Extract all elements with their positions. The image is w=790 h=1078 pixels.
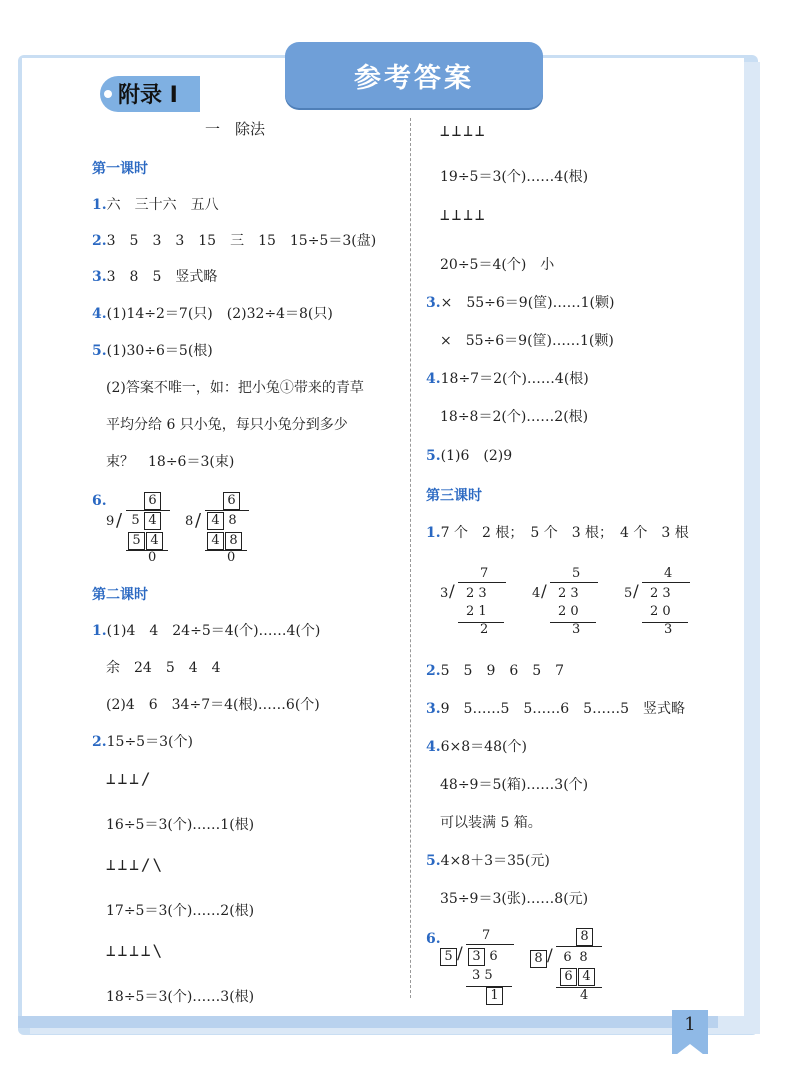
answer-3-2 xyxy=(426,662,564,680)
remainder: 3 xyxy=(664,622,673,637)
answer-number: 5. xyxy=(426,448,441,464)
product-box: 4 xyxy=(146,532,163,550)
sticks-diagram-4: ⊥⊥⊥⊥ xyxy=(440,121,487,140)
long-division-d xyxy=(532,566,607,638)
dividend: 2 3 xyxy=(558,586,579,601)
dividend-digit: 5 xyxy=(131,513,140,528)
answer-3-3 xyxy=(426,700,685,718)
answer-number: 2. xyxy=(92,734,107,750)
appendix-dot-icon xyxy=(104,90,112,98)
lesson-1-heading: 第一课时 xyxy=(92,161,148,177)
dividend-digit: 8 xyxy=(228,513,237,528)
answer-3-4b: 48÷9＝5(箱)……3(个) xyxy=(440,777,589,793)
division-bracket: / xyxy=(633,582,639,602)
answer-1-3 xyxy=(92,268,217,286)
quotient-box: 6 xyxy=(223,492,240,510)
answer-2-2b: 16÷5＝3(个)……1(根) xyxy=(106,817,255,833)
answer-1-5b: (2)答案不唯一，如：把小兔①带来的青草 xyxy=(106,380,364,396)
lesson-3-heading: 第三课时 xyxy=(426,488,482,504)
answer-3-1 xyxy=(426,524,689,542)
sticks-diagram-1: ⊥⊥⊥/ xyxy=(106,769,153,788)
divisor: 5 xyxy=(624,586,633,601)
division-bar xyxy=(126,510,170,511)
product: 2 1 xyxy=(466,604,487,619)
lesson-2-heading: 第二课时 xyxy=(92,587,148,603)
answer-r-1: 19÷5＝3(个)……4(根) xyxy=(440,169,589,185)
division-bar xyxy=(205,510,249,511)
answer-text: (1)30÷6＝5(根) xyxy=(106,343,213,359)
sticks-diagram-3: ⊥⊥⊥⊥\ xyxy=(106,941,165,960)
divisor: 9 xyxy=(106,514,115,529)
division-bar xyxy=(642,582,690,583)
dividend-box: 3 xyxy=(468,948,485,966)
dividend: 2 3 xyxy=(650,586,671,601)
answer-r-5 xyxy=(426,447,512,465)
remainder: 0 xyxy=(148,550,157,565)
answer-number: 1. xyxy=(92,623,107,639)
answer-r-3 xyxy=(426,294,614,312)
answer-text: 7 个 2 根； 5 个 3 根； 4 个 3 根 xyxy=(440,525,689,541)
answer-text: 3 8 5 竖式略 xyxy=(106,269,218,285)
answer-number: 2. xyxy=(92,233,107,249)
divisor: 3 xyxy=(440,586,449,601)
quotient: 5 xyxy=(572,566,581,581)
answer-1-5c: 平均分给 6 只小兔，每只小兔分到多少 xyxy=(106,417,348,433)
answer-r-3b: × 55÷6＝9(筐)……1(颗) xyxy=(440,333,614,349)
answer-r-4b: 18÷8＝2(个)……2(根) xyxy=(440,409,589,425)
product-box: 5 xyxy=(128,532,145,550)
column-divider xyxy=(410,118,411,998)
long-division-f xyxy=(440,928,520,1006)
subtract-line xyxy=(205,550,247,551)
answer-1-6-number xyxy=(92,492,107,510)
division-bar xyxy=(550,582,598,583)
divisor: 4 xyxy=(532,586,541,601)
remainder: 4 xyxy=(580,988,589,1003)
product-box: 6 xyxy=(560,968,577,986)
remainder: 3 xyxy=(572,622,581,637)
answer-text: 3 5 3 3 15 三 15 15÷5＝3(盘) xyxy=(106,233,377,249)
answer-number: 5. xyxy=(426,853,441,869)
bottom-strip xyxy=(18,1016,718,1028)
product-box: 4 xyxy=(207,532,224,550)
sticks-diagram-2: ⊥⊥⊥/\ xyxy=(106,855,165,874)
answer-number: 6. xyxy=(92,493,107,509)
answer-text: 5 5 9 6 5 7 xyxy=(440,663,565,679)
dividend-box: 4 xyxy=(144,512,161,530)
answer-3-4c: 可以装满 5 箱。 xyxy=(440,815,542,831)
answer-number: 5. xyxy=(92,343,107,359)
answer-text: × 55÷6＝9(筐)……1(颗) xyxy=(440,295,615,311)
divisor-box: 8 xyxy=(530,950,547,968)
answer-2-1 xyxy=(92,622,320,640)
title-banner xyxy=(285,42,543,108)
division-bracket: / xyxy=(449,582,455,602)
division-bracket: / xyxy=(116,510,123,531)
answer-1-5 xyxy=(92,342,213,360)
dividend: 2 3 xyxy=(466,586,487,601)
answer-3-6-number xyxy=(426,930,441,948)
division-bracket: / xyxy=(547,946,553,966)
answer-3-4 xyxy=(426,738,527,756)
answer-r-2: 20÷5＝4(个) 小 xyxy=(440,257,555,273)
divisor-box: 5 xyxy=(440,948,457,966)
product: 2 0 xyxy=(650,604,671,619)
answer-1-2 xyxy=(92,232,376,250)
subtract-line xyxy=(126,550,168,551)
answer-2-2 xyxy=(92,733,193,751)
dividend-digit: 8 xyxy=(579,950,588,965)
answer-number: 6. xyxy=(426,931,441,947)
answer-text: 6×8＝48(个) xyxy=(440,739,527,755)
answer-number: 1. xyxy=(92,197,107,213)
remainder-box: 1 xyxy=(486,987,503,1005)
long-division-g xyxy=(530,928,610,1006)
division-bracket: / xyxy=(195,510,202,531)
answer-3-5 xyxy=(426,852,550,870)
answer-text: 18÷7＝2(个)……4(根) xyxy=(440,371,589,387)
answer-2-2c: 17÷5＝3(个)……2(根) xyxy=(106,903,255,919)
answer-text: 9 5……5 5……6 5……5 竖式略 xyxy=(440,701,685,717)
answer-r-4 xyxy=(426,370,589,388)
product: 2 0 xyxy=(558,604,579,619)
quotient: 4 xyxy=(664,566,673,581)
quotient-box: 6 xyxy=(144,492,161,510)
answer-number: 2. xyxy=(426,663,441,679)
long-division-e xyxy=(624,566,699,638)
answer-number: 1. xyxy=(426,525,441,541)
answer-number: 4. xyxy=(426,371,441,387)
quotient: 7 xyxy=(482,928,491,943)
answer-text: (1)14÷2＝7(只) (2)32÷4＝8(只) xyxy=(106,306,333,322)
long-division-c xyxy=(440,566,515,638)
answer-1-5d: 束？ 18÷6＝3(束) xyxy=(106,454,235,470)
dividend-digit: 6 xyxy=(489,949,498,964)
answer-3-5b: 35÷9＝3(张)……8(元) xyxy=(440,891,589,907)
long-division-a xyxy=(106,492,176,564)
remainder: 0 xyxy=(227,550,236,565)
answer-number: 4. xyxy=(92,306,107,322)
remainder: 2 xyxy=(480,622,489,637)
section-title: 一 除法 xyxy=(205,120,266,138)
product-box: 8 xyxy=(225,532,242,550)
answer-text: (1)6 (2)9 xyxy=(440,448,513,464)
division-bar xyxy=(466,944,514,945)
answer-text: 4×8＋3＝35(元) xyxy=(440,853,550,869)
dividend-digit: 6 xyxy=(563,950,572,965)
answer-2-1b: 余 24 5 4 4 xyxy=(106,660,221,676)
answer-1-4 xyxy=(92,305,333,323)
quotient-box: 8 xyxy=(576,928,593,946)
product: 3 5 xyxy=(472,968,493,983)
page-number-notch xyxy=(672,1044,708,1058)
answer-1-1 xyxy=(92,196,219,214)
long-division-b xyxy=(185,492,255,564)
page-title: 参考答案 xyxy=(354,63,474,94)
answer-text: (1)4 4 24÷5＝4(个)……4(个) xyxy=(106,623,321,639)
answer-text: 六 三十六 五八 xyxy=(106,197,219,213)
sticks-diagram-5: ⊥⊥⊥⊥ xyxy=(440,205,487,224)
product-box: 4 xyxy=(578,968,595,986)
answer-text: 15÷5＝3(个) xyxy=(106,734,193,750)
page-number: 1 xyxy=(684,1014,696,1035)
answer-number: 3. xyxy=(92,269,107,285)
division-bracket: / xyxy=(541,582,547,602)
answer-number: 4. xyxy=(426,739,441,755)
quotient: 7 xyxy=(480,566,489,581)
divisor: 8 xyxy=(185,514,194,529)
dividend-box: 4 xyxy=(207,512,224,530)
answer-number: 3. xyxy=(426,701,441,717)
division-bracket: / xyxy=(457,944,463,964)
division-bar xyxy=(458,582,506,583)
appendix-label: 附录 I xyxy=(118,83,178,108)
division-bar xyxy=(556,946,602,947)
answer-number: 3. xyxy=(426,295,441,311)
answer-2-2d: 18÷5＝3(个)……3(根) xyxy=(106,989,255,1005)
answer-2-1c: (2)4 6 34÷7＝4(根)……6(个) xyxy=(106,697,320,713)
subtract-line xyxy=(556,987,602,988)
